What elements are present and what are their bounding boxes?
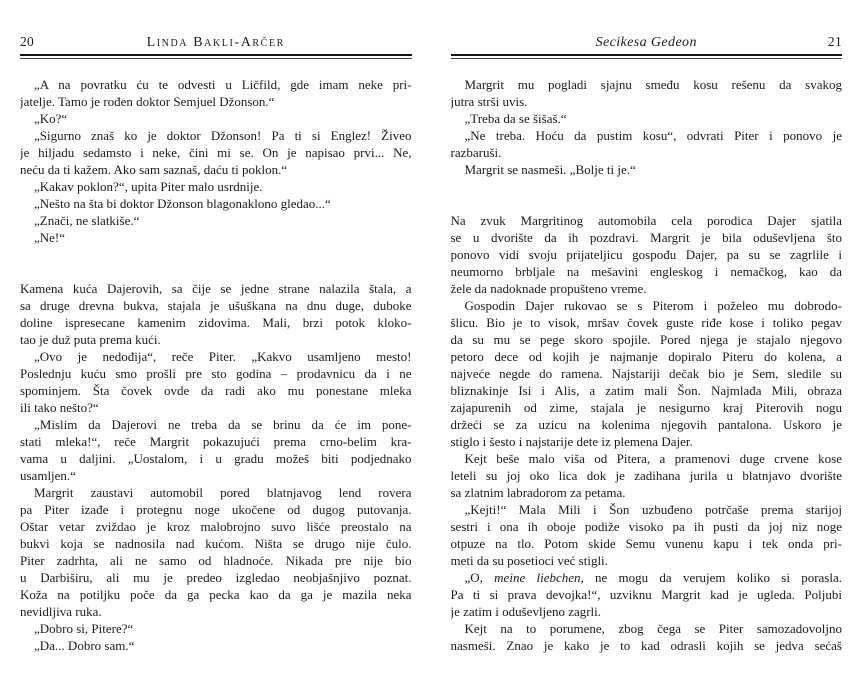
text-line: usamljen.“ (20, 468, 76, 483)
text-line: bukvi koja se nadnosila nad kućom. Ništa se drugo nije čulo. (20, 536, 412, 551)
text-line: spominjem. Šta čovek ovde da radi ako mu ponestane mleka (20, 383, 412, 398)
text-line: se u dvorište da ih pozdravi. Margrit je bila oduševljena što (450, 230, 842, 245)
text-line: „Ovo je nedođija“, reče Piter. „Kakvo usamljeno mesto! (34, 349, 412, 364)
text-line: stati mleka!“, reče Margrit pokazujući prema crno-belim kra- (20, 434, 412, 449)
text-line: tao je duž puta prema kući. (20, 332, 161, 347)
text-line: sestri i ona ih oboje podiže visoko pa ih pusti da joj niz noge (450, 519, 842, 534)
text-line: otpuze na tlo. Potom skide Semu vunenu kapu i tek onda pri- (450, 536, 842, 551)
text-line: je hiljadu sedamsto i neke, čini mi se. On je napisao prvi... Ne, (20, 145, 412, 160)
text-line: šlicu. Bio je to visok, mršav čovek guste riđe kose i toliko pegav (450, 315, 842, 330)
text-line: „Kejti!“ Mala Mili i Šon uzbuđeno potrčaše prema starijoj (464, 502, 842, 517)
text-line: Kamena kuća Dajerovih, sa čije se jedne strane nalazila štala, a (20, 281, 412, 296)
text-line: bliznakinje Isi i Alis, a zatim mali Šon. Najmlađa Mili, obraza (450, 383, 842, 398)
text-line: da su mu se pege skoro spojile. Pored njega je stajalo njegovo (450, 332, 842, 347)
page-left-text (20, 76, 412, 654)
text-line: vama u daljini. „Uostalom, i u gradu možeš biti podjednako (20, 451, 412, 466)
page-right-header (451, 34, 843, 50)
text-line: pa Piter izađe i protegnu noge ukočene od dugog putovanja. (20, 502, 412, 517)
running-head-title: Secikesa Gedeon (595, 35, 697, 50)
section-break (451, 178, 843, 212)
text-line: Margrit mu pogladi sjajnu smeđu kosu rešenu da svakog (464, 77, 842, 92)
text-line: „Ko?“ (34, 111, 68, 126)
page-left (20, 0, 412, 700)
text-line: „Treba da se šišaš.“ (464, 111, 567, 126)
text-line: nevidljiva ruka. (20, 604, 102, 619)
text-line: „Kakav poklon?“, upita Piter malo usrdnije. (34, 179, 263, 194)
text-line: Poslednju kuću smo prošli pre sto godina – prodavnicu da i ne (20, 366, 412, 381)
text-line: u Darbiširu, ali mu je predeo izgledao neobjašnjivo poznat. (20, 570, 412, 585)
text-line: Oštar vetar zviždao je kroz malobrojno suvo lišće preostalo na (20, 519, 412, 534)
text-line: sa druge drevna bukva, stajala je ušuškana na dnu duge, duboke (20, 298, 412, 313)
page-right-text (451, 76, 843, 654)
running-head-author: Linda Bakli-Arčer (146, 35, 285, 50)
text-line: žele da nadoknade propušteno vreme. (450, 281, 647, 296)
text-line: doline ispresecane kamenim zidovima. Mali, brzi potok kloko- (20, 315, 412, 330)
text-line: „Da... Dobro sam.“ (34, 638, 135, 653)
text-line: ili tako nešto?“ (20, 400, 99, 415)
page-number-left: 20 (20, 34, 35, 49)
text-line: „Dobro si, Pitere?“ (34, 621, 134, 636)
text-line: „Sigurno znaš ko je doktor Džonson! Pa ti si Englez! Živeo (34, 128, 412, 143)
text-line: zajapurenih od zime, stajala je nesigurno kraj Piterovih nogu (450, 400, 842, 415)
text-line: Kejt beše malo viša od Pitera, a pramenovi duge crvene kose (464, 451, 842, 466)
text-line: najveće negde do ramena. Najstariji dečak bio je Sem, sledile su (450, 366, 842, 381)
page-left-header (20, 34, 412, 50)
text-line: Na zvuk Margritinog automobila cela porodica Dajer sjatila (450, 213, 842, 228)
text-line: sa zlatnim labradorom za petama. (450, 485, 626, 500)
text-line: leteli su joj oko lica dok je zadihana jurila u blatnjavo dvorište (450, 468, 842, 483)
text-line: Pa ti si prava devojka!“, uzviknu Margrit kad je ugleda. Poljubi (450, 587, 842, 602)
text-line: „O, meine liebchen, ne mogu da verujem koliko si porasla. (464, 570, 842, 585)
text-line: „Znači, ne slatkiše.“ (34, 213, 140, 228)
text-line: petoro dece od kojih je najmanje dopiralo Piteru do kolena, a (450, 349, 842, 364)
header-rule-right (451, 54, 843, 59)
text-line: Margrit se nasmeši. „Bolje ti je.“ (464, 162, 636, 177)
header-rule-left (20, 54, 412, 59)
text-line: „Nešto na šta bi doktor Džonson blagonaklono gledao...“ (34, 196, 331, 211)
page-right (451, 0, 843, 700)
text-line: neumorno brbljale na mešavini engleskog i nemačkog, kao da (450, 264, 842, 279)
text-line: neću da ti kažem. Ako sam saznaš, daću ti poklon.“ (20, 162, 288, 177)
text-line: razbaruši. (450, 145, 502, 160)
text-line: Margrit zaustavi automobil pored blatnjavog lend rovera (34, 485, 412, 500)
section-break (20, 246, 412, 280)
text-line: je zatim i oduševljeno zagrli. (450, 604, 602, 619)
text-line: stiglo i šesto i najstarije dete iz plemena Dajer. (450, 434, 693, 449)
text-line: ponovo vidi svoju prijateljicu gospođu Dajer, pa su se zagrlile i (450, 247, 842, 262)
text-line: Koža na potiljku poče da ga pecka kao da ga je mazila neka (20, 587, 412, 602)
text-line: meti da su posetioci već stigli. (450, 553, 608, 568)
text-line: jatelje. Tamo je rođen doktor Semjuel Džonson.“ (20, 94, 275, 109)
text-line: „Mislim da Dajerovi ne treba da se brinu da će im pone- (34, 417, 412, 432)
text-line: „A na povratku ću te odvesti u Ličfild, gde imam neke pri- (34, 77, 412, 92)
text-line: „Ne!“ (34, 230, 66, 245)
page-number-right: 21 (827, 34, 842, 49)
text-line: nasmeši. Znao je kako je to kad odrasli kojih se jedva sećaš (450, 638, 842, 653)
text-line: jutra strši uvis. (450, 94, 528, 109)
text-line: Gospodin Dajer rukovao se s Piterom i poželeo mu dobrodo- (464, 298, 842, 313)
text-line: Kejt na to porumene, zbog čega se Piter samozadovoljno (464, 621, 842, 636)
text-line: Piter zadrhta, ali ne samo od hladnoće. Nikada pre nije bio (20, 553, 412, 568)
text-line: držeći se za uzicu na kolenima njegovih pantalona. Uskoro je (450, 417, 842, 432)
text-line: „Ne treba. Hoću da pustim kosu“, odvrati Piter i ponovo je (464, 128, 842, 143)
